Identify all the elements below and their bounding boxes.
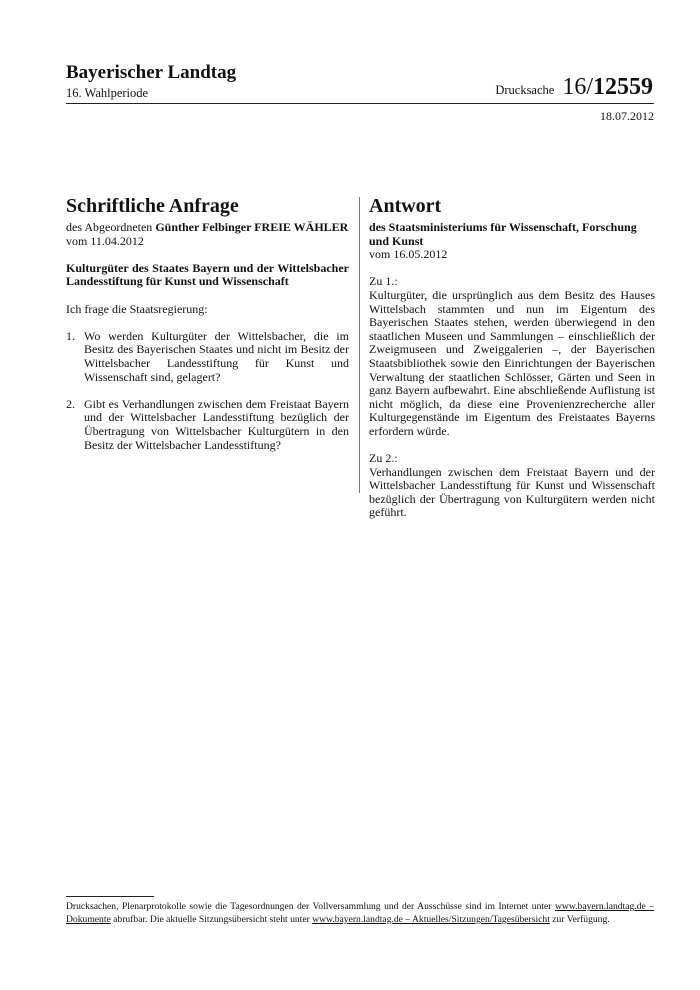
number-prefix: 16/ xyxy=(562,74,593,100)
legislative-period: 16. Wahlperiode xyxy=(66,86,149,100)
answer-label: Zu 1.: xyxy=(369,274,398,289)
column-divider xyxy=(359,197,360,493)
footer-note: Drucksachen, Plenarprotokolle sowie die Tagesordnungen der Vollversammlung und der Ausschüsse sind im Internet unter www.bayern.landtag.de – Dokumente abrufbar. Die aktuelle Sitzungsübersicht steht unter www.bayern.landtag.de – Aktuelles/Sitzungen/Tagesübersicht zur Verfügung. xyxy=(66,901,654,925)
answer-text: Kulturgüter, die ursprünglich aus dem Besitz des Hauses Wittelsbach stammten und nun im Eigentum des Bayerischen Staates stehen, werden überwiegend in den staatlichen Museen und Sammlungen – einschließlich der Zweigmuseen und Zweiggalerien –, der Bayerischen Staatsbibliothek sowie den Einrichtungen der Bayerischen Verwaltung der staatlichen Schlösser, Gärten und Seen in ganz Bayern aufbewahrt. Eine abschließende Auflistung ist nicht möglich, da diese eine Provenienzrecherche aller Kulturgegenstände im Eigentum des Freistaates Bayerns erfordern würde. xyxy=(369,287,655,438)
question-intro: Ich frage die Staatsregierung: xyxy=(66,301,208,316)
question-column xyxy=(66,195,349,452)
answer-heading: Antwort xyxy=(369,195,442,217)
parliament-title: Bayerischer Landtag xyxy=(66,62,237,83)
question-item: 1. Wo werden Kulturgüter der Wittelsbacher, die im Besitz des Bayerischen Staates und nicht im Besitz der Wittelsbacher Landesstiftung für Kunst und Wissenschaft sind, gelagert? xyxy=(66,328,349,384)
header-rule xyxy=(66,103,654,104)
answer-text: Verhandlungen zwischen dem Freistaat Bayern und der Wittelsbacher Landesstiftung für Kunst und Wissenschaft bezüglich der Übertragung von Kulturgütern werden nicht geführt. xyxy=(369,464,655,520)
question-author: des Abgeordneten Günther Felbinger FREIE WÄHLER xyxy=(66,220,349,234)
answer-date: vom 16.05.2012 xyxy=(369,247,448,262)
question-heading: Schriftliche Anfrage xyxy=(66,195,239,217)
drucksache-label: Drucksache xyxy=(495,83,555,97)
question-item: 2. Gibt es Verhandlungen zwischen dem Freistaat Bayern und der Wittelsbacher Landesstiftung bezüglich der Übertragung von Wittelsbacher Kulturgütern in den Besitz der Wittelsbacher Landesstiftung? xyxy=(66,396,349,452)
question-date: vom 11.04.2012 xyxy=(66,233,144,248)
answer-column xyxy=(369,195,655,520)
question-subject: Kulturgüter des Staates Bayern und der Wittelsbacher Landesstiftung für Kunst und Wissenschaft xyxy=(66,260,349,289)
footer-rule xyxy=(66,896,154,897)
number-main: 12559 xyxy=(593,74,653,100)
footer-link-documents[interactable]: www.bayern.landtag.de – Dokumente xyxy=(66,901,654,925)
footer-link-sessions[interactable]: www.bayern.landtag.de – Aktuelles/Sitzungen/Tagesübersicht xyxy=(312,914,550,925)
document-date: 18.07.2012 xyxy=(600,109,654,123)
answer-label: Zu 2.: xyxy=(369,451,398,466)
answer-author: des Staatsministeriums für Wissenschaft, Forschung und Kunst xyxy=(369,220,637,248)
document-number xyxy=(495,74,653,101)
